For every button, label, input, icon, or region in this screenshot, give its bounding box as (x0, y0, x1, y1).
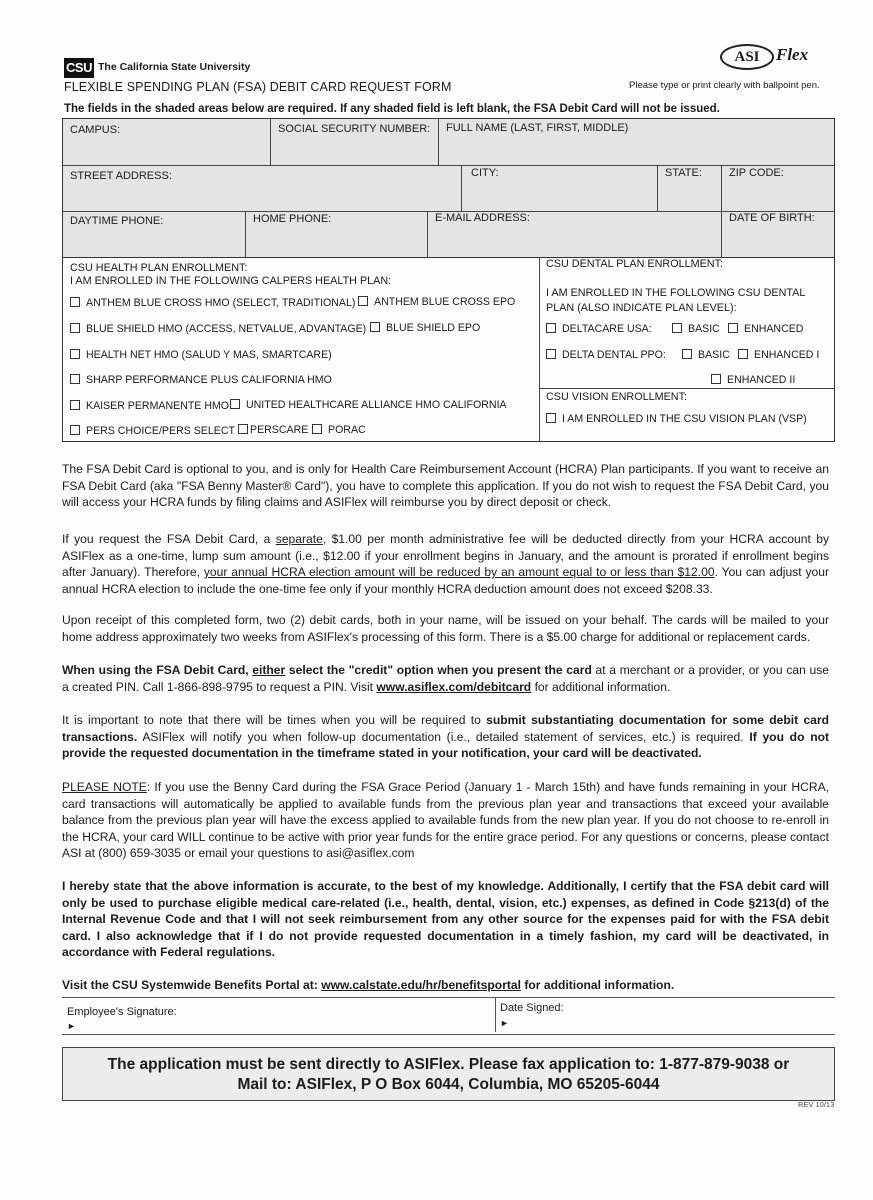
benefits-portal-link[interactable]: www.calstate.edu/hr/benefitsportal (321, 978, 522, 992)
city-field[interactable]: CITY: (471, 167, 499, 179)
paragraph-admin-fee: If you request the FSA Debit Card, a separate, $1.00 per month administrative fee will be deducted directly from your HCRA account by ASIFlex as a one-time, lump sum amount (i.e., $12.00 if your enrollment begins in January, and the amount is prorated if enrollment begins after January). Therefore, your annual HCRA election amount will be reduced by an amount equal to or less than $12.00. You can adjust your annual HCRA election to include the one-time fee only if your monthly HCRA deduction amount does not exceed $208.33. (62, 532, 829, 596)
paragraph-grace-period: PLEASE NOTE: If you use the Benny Card during the FSA Grace Period (January 1 - March 15th) and have funds remaining in your HCRA, card transactions will automatically be applied to available funds from the previous plan year and transactions that exceed your available balance from the previous plan year will have the excess applied to available funds from the new plan year. If you do not choose to re-enroll in the HCRA, your card WILL continue to be active with prior year funds for the entire grace period. For any questions or concerns, please contact ASI at (800) 659-3035 or email your questions to asi@asiflex.com (62, 780, 829, 860)
daytime-phone-field[interactable]: DAYTIME PHONE: (70, 215, 164, 227)
checkbox[interactable] (70, 425, 80, 435)
option-deltacare-basic[interactable]: BASIC (672, 323, 720, 335)
option-deltacare-usa[interactable]: DELTACARE USA: (546, 323, 652, 335)
checkbox[interactable] (70, 400, 80, 410)
checkbox[interactable] (546, 349, 556, 359)
paragraph-card-usage: When using the FSA Debit Card, either select the "credit" option when you present the card at a merchant or a provider, or you can use a created PIN. Call 1-866-898-9795 to request a PIN. Visit www.asiflex.com/debitcard for additional information. (62, 663, 829, 694)
checkbox[interactable] (672, 323, 682, 333)
dental-plan-subtitle-2: PLAN (ALSO INDICATE PLAN LEVEL): (546, 302, 737, 314)
checkbox[interactable] (358, 296, 368, 306)
option-vision-vsp[interactable]: I AM ENROLLED IN THE CSU VISION PLAN (VSP) (546, 413, 807, 425)
option-delta-dental-ppo[interactable]: DELTA DENTAL PPO: (546, 349, 666, 361)
enrollment-form-grid (62, 118, 835, 442)
signature-section (62, 997, 835, 1035)
checkbox[interactable] (312, 424, 322, 434)
option-united-healthcare[interactable]: UNITED HEALTHCARE ALLIANCE HMO CALIFORNIA (230, 399, 507, 411)
date-signed-field[interactable]: Date Signed: (500, 1002, 564, 1014)
form-title: FLEXIBLE SPENDING PLAN (FSA) DEBIT CARD REQUEST FORM (64, 80, 452, 94)
asi-logo-oval: ASI (720, 44, 774, 70)
paragraph-optional-card: The FSA Debit Card is optional to you, and is only for Health Care Reimbursement Account (HCRA) Plan participants. If you want to receive an FSA Debit Card (aka "FSA Benny Master® Card"), you have to complete this application. If you do not wish to request the FSA Debit Card, you will access your HCRA funds by filing claims and ASIFlex will reimburse you by direct deposit or check. (62, 462, 829, 509)
option-pers-choice[interactable]: PERS CHOICE/PERS SELECT (70, 425, 235, 437)
ssn-field[interactable]: SOCIAL SECURITY NUMBER: (278, 123, 431, 135)
employee-signature-field[interactable]: Employee's Signature: (67, 1006, 177, 1018)
asiflex-logo (720, 44, 816, 70)
full-name-field[interactable]: FULL NAME (LAST, FIRST, MIDDLE) (446, 122, 629, 134)
arrow-icon: ► (500, 1018, 509, 1028)
campus-field[interactable]: CAMPUS: (70, 124, 121, 136)
option-health-net-hmo[interactable]: HEALTH NET HMO (SALUD Y MAS, SMARTCARE) (70, 349, 332, 361)
option-perscare[interactable]: PERSCARE (238, 424, 308, 436)
option-blue-shield-epo[interactable]: BLUE SHIELD EPO (370, 322, 480, 334)
checkbox[interactable] (546, 323, 556, 333)
checkbox[interactable] (230, 399, 240, 409)
checkbox[interactable] (546, 413, 556, 423)
option-ppo-basic[interactable]: BASIC (682, 349, 730, 361)
required-fields-note: The fields in the shaded areas below are required. If any shaded field is left blank, the FSA Debit Card will not be issued. (64, 103, 720, 115)
street-address-field[interactable]: STREET ADDRESS: (70, 170, 172, 182)
university-name: The California State University (98, 61, 251, 73)
option-deltacare-enhanced[interactable]: ENHANCED (728, 323, 803, 335)
option-ppo-enhanced-2[interactable]: ENHANCED II (711, 374, 795, 386)
revision-label: REV 10/13 (798, 1100, 835, 1109)
paragraph-card-delivery: Upon receipt of this completed form, two (2) debit cards, both in your name, will be issued on your behalf. The cards will be mailed to your home address approximately two weeks from ASIFlex's processing of this form. There is a $5.00 charge for additional or replacement cards. (62, 613, 829, 644)
mailing-instructions-box (62, 1047, 835, 1101)
email-field[interactable]: E-MAIL ADDRESS: (435, 212, 530, 224)
option-anthem-epo[interactable]: ANTHEM BLUE CROSS EPO (358, 296, 515, 308)
checkbox[interactable] (711, 374, 721, 384)
print-instruction: Please type or print clearly with ballpoint pen. (629, 80, 820, 91)
vision-plan-title: CSU VISION ENROLLMENT: (546, 391, 687, 403)
option-blue-shield-hmo[interactable]: BLUE SHIELD HMO (ACCESS, NETVALUE, ADVANTAGE) (70, 323, 366, 335)
asi-logo-flex: Flex (776, 45, 809, 64)
dental-plan-title: CSU DENTAL PLAN ENROLLMENT: (546, 258, 723, 270)
option-anthem-hmo[interactable]: ANTHEM BLUE CROSS HMO (SELECT, TRADITIONAL) (70, 297, 355, 309)
checkbox[interactable] (682, 349, 692, 359)
checkbox[interactable] (238, 424, 248, 434)
date-of-birth-field[interactable]: DATE OF BIRTH: (729, 212, 815, 224)
paragraph-certification: I hereby state that the above information is accurate, to the best of my knowledge. Additionally, I certify that the FSA debit card will only be used to purchase eligible medical care-related (i.e., health, dental, vision, etc.) expenses, as defined in Code §213(d) of the Internal Revenue Code and that I will not seek reimbursement from any other source for the expenses paid for with the FSA debit card. I also acknowledge that if I do not provide requested documentation in a timely fashion, my card will be deactivated, in accordance with Federal regulations. (62, 879, 829, 960)
mail-instructions: Mail to: ASIFlex, P O Box 6044, Columbia, MO 65205-6044 (237, 1076, 660, 1093)
paragraph-documentation: It is important to note that there will be times when you will be required to submit substantiating documentation for some debit card transactions. ASIFlex will notify you when follow-up documentation (i.e., detailed statement of services, etc.) is required. If you do not provide the requested documentation in the timeframe stated in your notification, your card will be deactivated. (62, 713, 829, 760)
option-sharp-hmo[interactable]: SHARP PERFORMANCE PLUS CALIFORNIA HMO (70, 374, 332, 386)
checkbox[interactable] (70, 297, 80, 307)
checkbox[interactable] (370, 322, 380, 332)
csu-logo: CSU (64, 58, 94, 78)
fax-instructions: The application must be sent directly to ASIFlex. Please fax application to: 1-877-879-9038 or (107, 1056, 790, 1073)
zip-code-field[interactable]: ZIP CODE: (729, 167, 784, 179)
option-porac[interactable]: PORAC (312, 424, 366, 436)
checkbox[interactable] (728, 323, 738, 333)
option-kaiser-hmo[interactable]: KAISER PERMANENTE HMO (70, 400, 229, 412)
arrow-icon: ► (67, 1021, 76, 1031)
checkbox[interactable] (70, 349, 80, 359)
home-phone-field[interactable]: HOME PHONE: (253, 213, 332, 225)
health-plan-subtitle: I AM ENROLLED IN THE FOLLOWING CALPERS HEALTH PLAN: (70, 275, 392, 287)
health-plan-title: CSU HEALTH PLAN ENROLLMENT: (70, 262, 248, 274)
dental-plan-subtitle-1: I AM ENROLLED IN THE FOLLOWING CSU DENTAL (546, 287, 806, 299)
benefits-portal-line: Visit the CSU Systemwide Benefits Portal at: www.calstate.edu/hr/benefitsportal for additional information. (62, 978, 675, 992)
state-field[interactable]: STATE: (665, 167, 702, 179)
checkbox[interactable] (70, 323, 80, 333)
checkbox[interactable] (70, 374, 80, 384)
checkbox[interactable] (738, 349, 748, 359)
asiflex-debitcard-link[interactable]: www.asiflex.com/debitcard (376, 679, 532, 694)
shaded-required-area (63, 119, 834, 257)
option-ppo-enhanced-1[interactable]: ENHANCED I (738, 349, 819, 361)
